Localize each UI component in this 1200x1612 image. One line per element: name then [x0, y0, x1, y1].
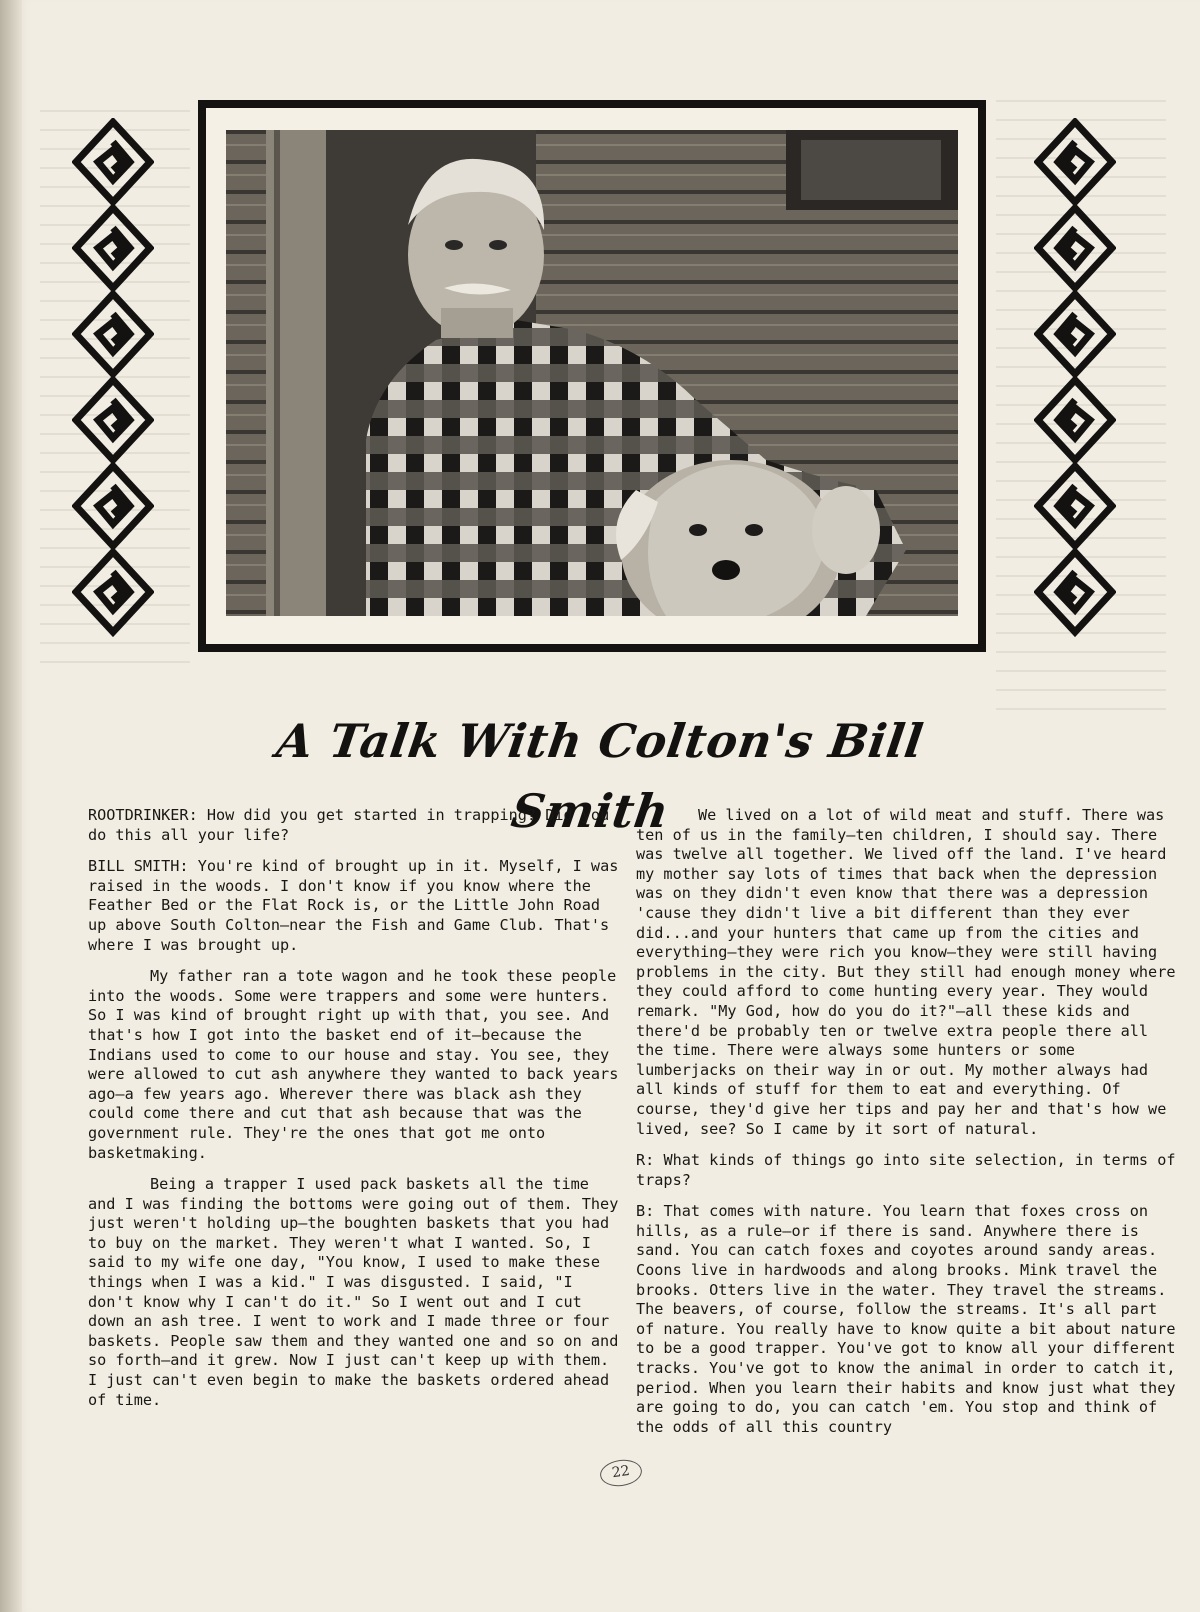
- spiral-diamond-icon: [1034, 118, 1116, 638]
- speaker-label: BILL SMITH:: [88, 857, 189, 876]
- answer-text: You're kind of brought up in it. Myself, I was raised in the woods. I don't know if you know where the Feather Bed or the Flat Rock is, or the Little John Road up above South Colton—near the Fish and Game Club. That's where I was brought up.: [88, 857, 619, 954]
- left-ornament-border: [72, 118, 154, 638]
- question-1: [88, 806, 620, 845]
- portrait-photo: [226, 130, 958, 616]
- speaker-label: ROOTDRINKER:: [88, 806, 198, 824]
- photo-frame: [198, 100, 986, 652]
- answer-text: That comes with nature. You learn that foxes cross on hills, as a rule—or if there is sand. Anywhere there is sand. You can catch foxes and coyotes around sandy areas. Coons live in hardwoods and along brooks. Mink travel the brooks. Otters live in the water. They travel the streams. The beavers, of course, follow the streams. It's all part of nature. You really have to know quite a bit about nature to be a good trapper. You've got to know all your different tracks. You've got to know the animal in order to catch it, period. When you learn their habits and know just what they are going to do, you can catch 'em. You stop and think of the odds of all this country: [636, 1202, 1176, 1436]
- right-ornament-border: [1034, 118, 1116, 638]
- paragraph: Being a trapper I used pack baskets all the time and I was finding the bottoms were going out of them. They just weren't holding up—the boughten baskets that you had to buy on the market. They weren't what I wanted. So, I said to my wife one day, "You know, I used to make these things when I was a kid." I was disgusted. I said, "I don't know why I can't do it." So I went out and I cut down an ash tree. I went to work and I made three or four baskets. People saw them and they wanted one and so on and so forth—and it grew. Now I just can't keep up with them. I just can't even begin to make the baskets ordered ahead of time.: [88, 1175, 619, 1409]
- article-headline: A Talk With Colton's Bill Smith: [273, 714, 927, 838]
- answer-1: [88, 857, 620, 955]
- paragraph: We lived on a lot of wild meat and stuff. There was ten of us in the family—ten children, I should say. There was twelve all together. We lived off the land. I've heard my mother say lots of times that back when the depression was on they didn't even know that there was a depression 'cause they didn't live a bit different than they ever did...and your hunters that came up from the cities and everything—they were rich you know—they were still having problems in the city. But they still had enough money where they could afford to come hunting every year. They would remark. "My God, how do you do it?"—all these kids and there'd be probably ten or twelve extra people there all the time. There were always some hunters or some lumberjacks on their way in or out. My mother always had all kinds of stuff for them to eat and everything. Of course, they'd give her tips and pay her and that's how we lived, see? So I came by it sort of natural.: [636, 806, 1176, 1138]
- binding-edge: [0, 0, 22, 1612]
- spiral-diamond-icon: [72, 118, 154, 638]
- speaker-label: R:: [636, 1151, 655, 1170]
- question-text: How did you get started in trapping? Did you do this all your life?: [88, 806, 610, 844]
- question-text: What kinds of things go into site selection, in terms of traps?: [636, 1151, 1176, 1189]
- man-with-dog-photo-icon: [226, 130, 958, 616]
- right-text-column: [636, 806, 1176, 1449]
- page-number: 22: [598, 1457, 643, 1489]
- speaker-label: B:: [636, 1202, 655, 1221]
- paragraph: My father ran a tote wagon and he took these people into the woods. Some were trappers and some were hunters. So I was kind of brought right up with that, you see. And that's how I got into the basket end of it—because the Indians used to come to our house and stay. You see, they were allowed to cut ash anywhere they wanted to back years ago—a few years ago. Wherever there was black ash they could come there and cut that ash because that was the government rule. They're the ones that got me onto basketmaking.: [88, 967, 619, 1162]
- left-text-column: [88, 806, 620, 1422]
- question-2: [636, 1151, 1176, 1190]
- answer-2: [636, 1202, 1176, 1437]
